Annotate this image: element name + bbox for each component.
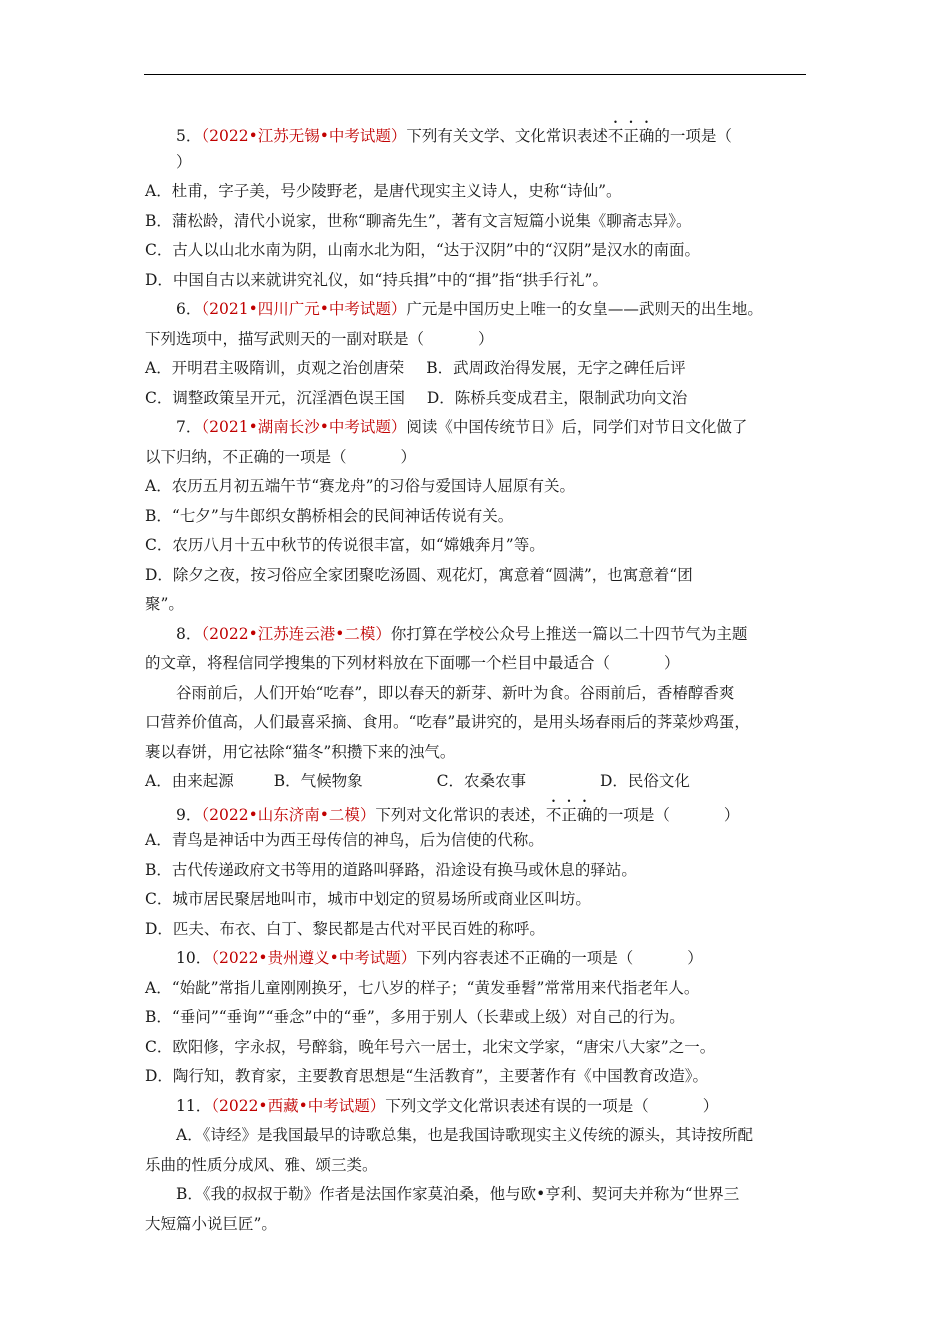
question-source: （2021•湖南长沙•中考试题） [201, 418, 407, 436]
question-11-stem: 11．（2022•西藏•中考试题）下列文学文化常识表述有误的一项是（ ） [176, 1096, 719, 1115]
question-7-stem-continued: 以下归纳，不正确的一项是（ ） [145, 447, 417, 466]
header-rule [144, 74, 806, 75]
question-6-stem: 6．（2021•四川广元•中考试题）广元是中国历史上唯一的女皇——武则天的出生地。 [176, 300, 763, 318]
question-source: （2022•江苏无锡•中考试题） [201, 127, 407, 145]
option-c: C．古人以山北水南为阴，山南水北为阳，“达于汉阴”中的“汉阴”是汉水的南面。 [145, 241, 701, 259]
option-c: C．欧阳修，字永叔，号醉翁，晚年号六一居士，北宋文学家，“唐宋八大家”之一。 [145, 1037, 716, 1056]
option-row [145, 354, 810, 384]
passage-line: 口营养价值高，人们最喜采摘、食用。“吃春”最讲究的，是用头场春雨后的荠菜炒鸡蛋， [145, 713, 750, 731]
document-body [145, 118, 810, 1239]
option-d: D．陶行知，教育家，主要教育思想是“生活教育”，主要著作有《中国教育改造》。 [145, 1067, 709, 1085]
option-a: A．由来起源 [145, 772, 234, 790]
question-10-stem: 10．（2022•贵州遵义•中考试题）下列内容表述不正确的一项是（ ） [176, 949, 703, 967]
option-b: B．古代传递政府文书等用的道路叫驿路，沿途设有换马或休息的驿站。 [145, 860, 637, 879]
passage-line: 裹以春饼，用它祛除“猫冬”积攒下来的浊气。 [145, 742, 456, 761]
question-5-stem-continued: ） [176, 152, 192, 171]
question-9-stem: 9．（2022•山东济南•二模）下列对文化常识的表述，不正确的一项是（ ） [176, 805, 740, 824]
option-d: D．匹夫、布衣、白丁、黎民都是古代对平民百姓的称呼。 [145, 919, 545, 938]
option-b: B．武周政治得发展，无字之碑任后评 [426, 359, 686, 377]
option-b: B．“七夕”与牛郎织女鹊桥相会的民间神话传说有关。 [145, 506, 514, 525]
option-c: C．农历八月十五中秋节的传说很丰富，如“嫦娥奔月”等。 [145, 536, 545, 554]
option-b: B．气候物象 [273, 772, 363, 790]
option-a-continued: 乐曲的性质分成风、雅、颂三类。 [145, 1155, 378, 1174]
question-source: （2022•山东济南•二模） [201, 805, 376, 824]
option-d: D．中国自古以来就讲究礼仪，如“持兵揖”中的“揖”指“拱手行礼”。 [145, 270, 608, 289]
question-source: （2021•四川广元•中考试题） [201, 300, 407, 318]
question-8-stem-continued: 的文章，将程信同学搜集的下列材料放在下面哪一个栏目中最适合（ ） [145, 654, 680, 672]
option-b-continued: 大短篇小说巨匠”。 [145, 1214, 277, 1233]
option-a: A．杜甫，字子美，号少陵野老，是唐代现实主义诗人，史称“诗仙”。 [145, 182, 622, 200]
question-number: 11． [176, 1096, 212, 1115]
option-d: D．陈桥兵变成君主，限制武功向文治 [426, 388, 688, 407]
question-8-stem: 8．（2022•江苏连云港•二模）你打算在学校公众号上推送一篇以二十四节气为主题 [176, 624, 748, 643]
option-b: B．蒲松龄，清代小说家，世称“聊斋先生”，著有文言短篇小说集《聊斋志异》。 [145, 211, 692, 230]
question-number: 5． [176, 127, 202, 145]
question-7-stem: 7．（2021•湖南长沙•中考试题）阅读《中国传统节日》后，同学们对节日文化做了 [176, 418, 748, 436]
option-a: A．青鸟是神话中为西王母传信的神鸟，后为信使的代称。 [145, 831, 544, 849]
option-c: C．农桑农事 [436, 772, 526, 790]
passage-line: 谷雨前后，人们开始“吃春”，即以春天的新芽、新叶为食。谷雨前后，香椿醇香爽 [176, 683, 735, 702]
option-d-continued: 聚”。 [145, 595, 184, 613]
question-number: 6． [176, 300, 202, 318]
option-d: D．民俗文化 [599, 772, 690, 790]
option-b: B．《我的叔叔于勒》作者是法国作家莫泊桑，他与欧•亨利、契诃夫并称为“世界三 [176, 1185, 740, 1203]
question-source: （2022•西藏•中考试题） [211, 1096, 386, 1115]
option-d: D．除夕之夜，按习俗应全家团聚吃汤圆、观花灯，寓意着“圆满”，也寓意着“团 [145, 565, 693, 584]
option-row [145, 767, 810, 797]
option-a: A．《诗经》是我国最早的诗歌总集，也是我国诗歌现实主义传统的源头，其诗按所配 [176, 1126, 753, 1144]
question-number: 8． [176, 624, 202, 643]
option-c: C．城市居民聚居地叫市，城市中划定的贸易场所或商业区叫坊。 [145, 890, 591, 908]
question-source: （2022•江苏连云港•二模） [201, 624, 391, 643]
question-number: 7． [176, 418, 202, 436]
option-a: A．农历五月初五端午节“赛龙舟”的习俗与爱国诗人屈原有关。 [145, 477, 576, 495]
question-source: （2022•贵州遵义•中考试题） [211, 949, 417, 967]
option-a: A．开明君主吸隋训，贞观之治创唐荣 [145, 359, 405, 377]
question-6-stem-continued: 下列选项中，描写武则天的一副对联是（ ） [145, 329, 494, 348]
emphasized-text: 不正确 [607, 127, 655, 145]
option-a: A．“始龀”常指儿童刚刚换牙，七八岁的样子；“黄发垂髫”常常用来代指老年人。 [145, 978, 700, 997]
option-b: B．“垂问”“垂询”“垂念”中的“垂”，多用于别人（长辈或上级）对自己的行为。 [145, 1008, 685, 1026]
question-number: 9． [176, 805, 202, 824]
question-5-stem: 5．（2022•江苏无锡•中考试题）下列有关文学、文化常识表述不正确的一项是（ [176, 127, 732, 145]
emphasized-text: 不正确 [545, 805, 593, 824]
option-row [145, 384, 810, 414]
option-c: C．调整政策呈开元，沉淫酒色误王国 [145, 388, 405, 407]
question-number: 10． [176, 949, 212, 967]
